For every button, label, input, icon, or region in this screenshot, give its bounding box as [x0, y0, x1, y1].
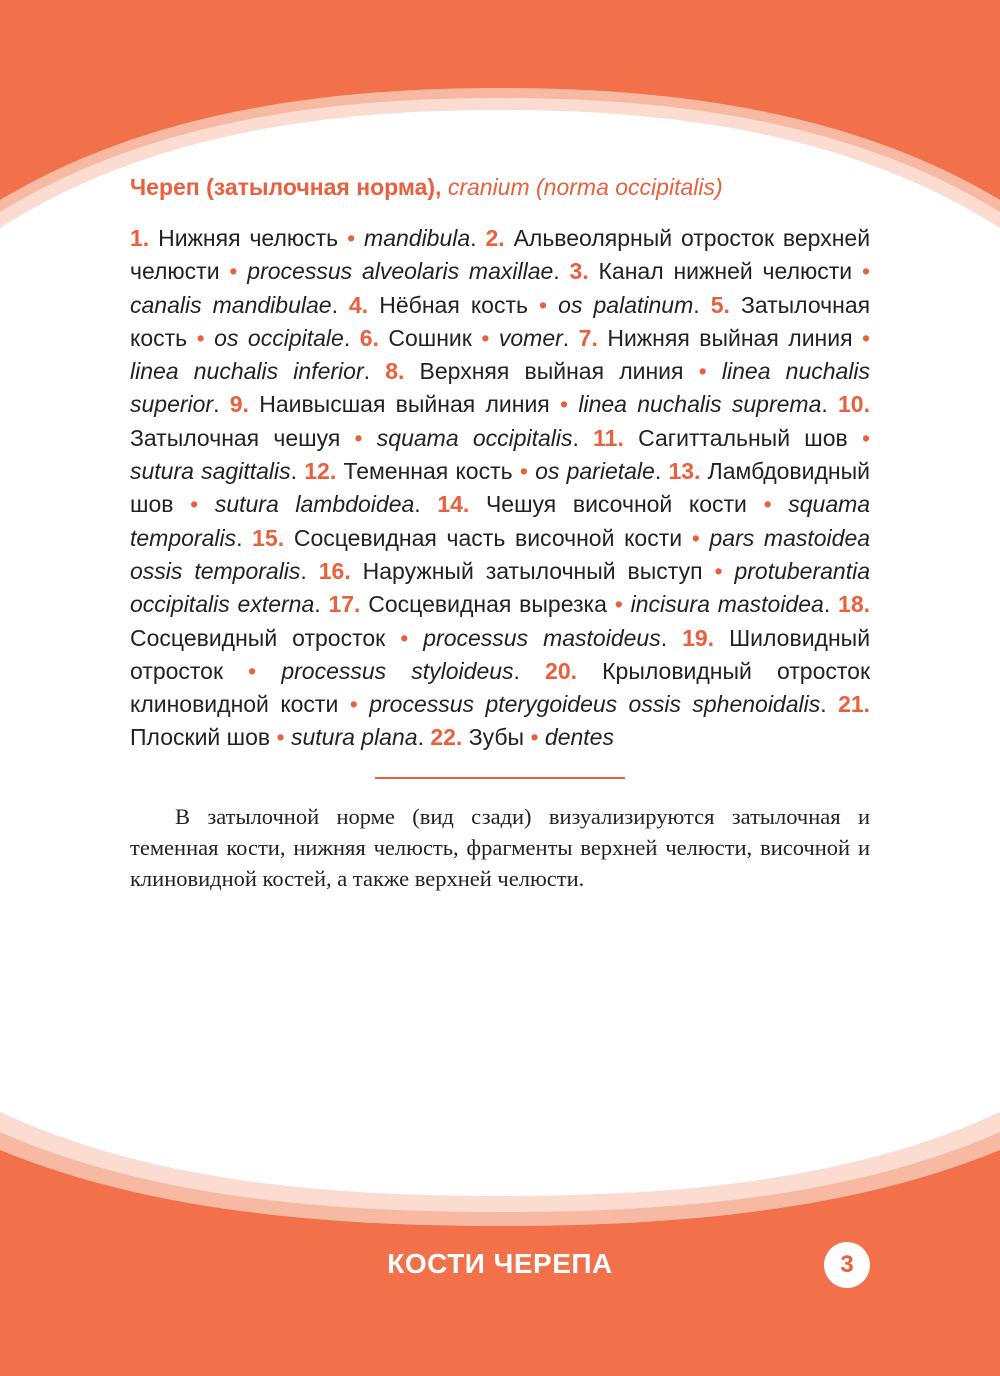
bullet-dot-icon: •: [714, 557, 723, 584]
term-latin: incisura mastoidea: [630, 591, 824, 618]
term-item: 10. Затылочная чешуя • squama occipitalis.: [130, 391, 870, 451]
bullet-dot-icon: •: [196, 324, 205, 351]
term-number: 21.: [838, 691, 871, 718]
term-item: 13. Ламбдовидный шов • sutura lambdoidea.: [130, 458, 870, 518]
term-russian: Канал нижней челюсти: [598, 258, 853, 285]
term-item: 1. Нижняя челюсть • mandibula.: [130, 225, 486, 251]
term-latin: linea nuchalis suprema: [578, 391, 822, 418]
term-latin: sutura plana: [290, 724, 418, 751]
bullet-dot-icon: •: [349, 691, 358, 718]
bullet-dot-icon: •: [400, 624, 409, 651]
page-heading: [130, 170, 870, 204]
bullet-dot-icon: •: [861, 258, 871, 285]
bullet-dot-icon: •: [519, 458, 528, 485]
term-russian: Нижняя челюсть: [158, 225, 339, 251]
term-number: 5.: [710, 291, 730, 318]
term-item: 2. Альвеолярный отросток верхней челюсти • processus alveolaris maxillae.: [130, 225, 871, 285]
term-number: 9.: [229, 391, 249, 418]
term-latin: processus mastoideus: [423, 624, 661, 651]
term-russian: Затылочная кость: [130, 291, 871, 351]
bullet-dot-icon: •: [560, 391, 569, 418]
bullet-dot-icon: •: [691, 524, 700, 551]
bullet-dot-icon: •: [763, 491, 772, 518]
term-latin: canalis mandibulae: [130, 291, 332, 318]
term-russian: Крыловидный отросток клиновидной кости: [130, 657, 871, 718]
term-number: 18.: [838, 591, 871, 618]
term-latin: processus pterygoideus ossis sphenoidalis: [369, 691, 821, 718]
bullet-dot-icon: •: [347, 225, 356, 251]
bullet-dot-icon: •: [354, 424, 363, 451]
term-number: 22.: [430, 724, 463, 751]
term-latin: squama occipitalis: [376, 424, 573, 451]
term-item: 12. Теменная кость • os parietale.: [304, 458, 669, 485]
term-latin: dentes: [544, 724, 614, 751]
term-number: 16.: [318, 557, 351, 584]
term-number: 7.: [578, 324, 598, 351]
term-russian: Нёбная кость: [379, 291, 528, 318]
term-russian: Сосцевидный отросток: [130, 624, 386, 651]
term-russian: Шиловидный отросток: [130, 624, 871, 684]
term-russian: Сошник: [388, 324, 472, 351]
term-number: 6.: [359, 324, 379, 351]
term-russian: Плоский шов: [130, 724, 271, 751]
bullet-dot-icon: •: [698, 358, 707, 385]
bullet-dot-icon: •: [862, 324, 871, 351]
bullet-dot-icon: •: [276, 724, 285, 751]
term-item: 19. Шиловидный отросток • processus styloideus.: [130, 624, 871, 684]
term-latin: pars mastoidea ossis temporalis: [130, 524, 871, 584]
term-latin: processus styloideus: [281, 657, 514, 684]
term-item: 5. Затылочная кость • os occipitale.: [130, 291, 871, 351]
bullet-dot-icon: •: [539, 291, 548, 318]
term-item: 18. Сосцевидный отросток • processus mastoideus.: [130, 591, 871, 651]
term-latin: sutura lambdoidea: [214, 491, 415, 518]
term-russian: Затылочная чешуя: [130, 424, 341, 451]
term-latin: linea nuchalis inferior: [130, 358, 364, 385]
term-russian: Альвеолярный отросток верхней челюсти: [130, 225, 871, 285]
term-number: 19.: [682, 624, 715, 651]
term-latin: squama temporalis: [130, 491, 871, 551]
term-number: 2.: [485, 225, 505, 251]
term-number: 8.: [385, 358, 405, 385]
term-item: 3. Канал нижней челюсти • canalis mandibulae.: [130, 258, 871, 318]
term-number: 11.: [593, 424, 624, 451]
term-item: 6. Сошник • vomer.: [359, 324, 579, 351]
term-russian: Теменная кость: [343, 458, 513, 485]
term-number: 15.: [252, 524, 285, 551]
term-russian: Сагиттальный шов: [638, 424, 848, 451]
bullet-dot-icon: •: [530, 724, 539, 751]
divider: [375, 777, 625, 779]
term-item: 4. Нёбная кость • os palatinum.: [349, 291, 711, 318]
term-russian: Наружный затылочный выступ: [362, 557, 703, 584]
term-item: 15. Сосцевидная часть височной кости • pars mastoidea ossis temporalis.: [130, 524, 871, 584]
term-latin: sutura sagittalis: [130, 458, 291, 485]
term-number: 13.: [668, 458, 701, 485]
term-latin: processus alveolaris maxillae: [247, 258, 554, 285]
term-latin: os occipitale: [214, 324, 344, 351]
term-item: 8. Верхняя выйная линия • linea nuchalis superior.: [130, 358, 871, 418]
heading-latin: cranium (norma occipitalis): [447, 174, 723, 200]
term-item: 7. Нижняя выйная линия • linea nuchalis inferior.: [130, 324, 871, 385]
terms-list: [130, 222, 870, 755]
term-number: 20.: [545, 657, 578, 684]
term-item: 14. Чешуя височной кости • squama temporalis.: [130, 491, 871, 551]
bullet-dot-icon: •: [248, 657, 257, 684]
term-russian: Сосцевидная вырезка: [368, 591, 607, 618]
term-russian: Нижняя выйная линия: [607, 324, 853, 351]
main-content: [130, 170, 870, 894]
term-russian: Наивысшая выйная линия: [259, 391, 550, 418]
term-latin: linea nuchalis superior: [130, 358, 871, 418]
term-number: 17.: [328, 591, 361, 618]
page-number-badge: 3: [824, 1242, 870, 1288]
term-russian: Ламбдовидный шов: [130, 458, 870, 518]
term-number: 3.: [569, 258, 589, 285]
term-number: 10.: [838, 391, 870, 418]
term-latin: os parietale: [535, 458, 655, 485]
term-number: 12.: [304, 458, 337, 485]
heading-ru: Череп (затылочная норма),: [130, 174, 442, 200]
term-item: 11. Сагиттальный шов • sutura sagittalis.: [130, 424, 871, 485]
term-number: 4.: [349, 291, 369, 318]
term-number: 1.: [130, 225, 150, 251]
term-latin: mandibula: [364, 225, 471, 251]
footer-section-title: КОСТИ ЧЕРЕПА: [387, 1248, 613, 1279]
term-latin: vomer: [498, 324, 563, 351]
term-item: 9. Наивысшая выйная линия • linea nuchalis suprema.: [229, 391, 839, 418]
term-russian: Верхняя выйная линия: [419, 358, 684, 385]
term-russian: Зубы: [468, 724, 525, 751]
term-item: 17. Сосцевидная вырезка • incisura mastoidea.: [328, 591, 839, 618]
term-item: 20. Крыловидный отросток клиновидной кости • processus pterygoideus ossis sphenoidalis.: [130, 657, 871, 718]
bullet-dot-icon: •: [481, 324, 490, 351]
term-latin: protuberantia occipitalis externa: [130, 557, 871, 618]
term-latin: os palatinum: [558, 291, 694, 318]
bullet-dot-icon: •: [229, 258, 238, 285]
bullet-dot-icon: •: [614, 591, 623, 618]
bullet-dot-icon: •: [190, 491, 199, 518]
bullet-dot-icon: •: [861, 424, 871, 451]
term-item: 16. Наружный затылочный выступ • protuberantia occipitalis externa.: [130, 557, 871, 618]
term-item: 21. Плоский шов • sutura plana.: [130, 691, 871, 751]
term-item: [430, 724, 614, 750]
term-russian: Чешуя височной кости: [485, 491, 747, 518]
term-number: 14.: [437, 491, 470, 518]
term-russian: Сосцевидная часть височной кости: [293, 524, 683, 551]
description-paragraph: В затылочной норме (вид сзади) визуализируются затылочная и теменная кости, нижняя челюсть, фрагменты верхней челюсти, височной и клиновидной костей, а также верхней челюсти.: [130, 803, 870, 891]
